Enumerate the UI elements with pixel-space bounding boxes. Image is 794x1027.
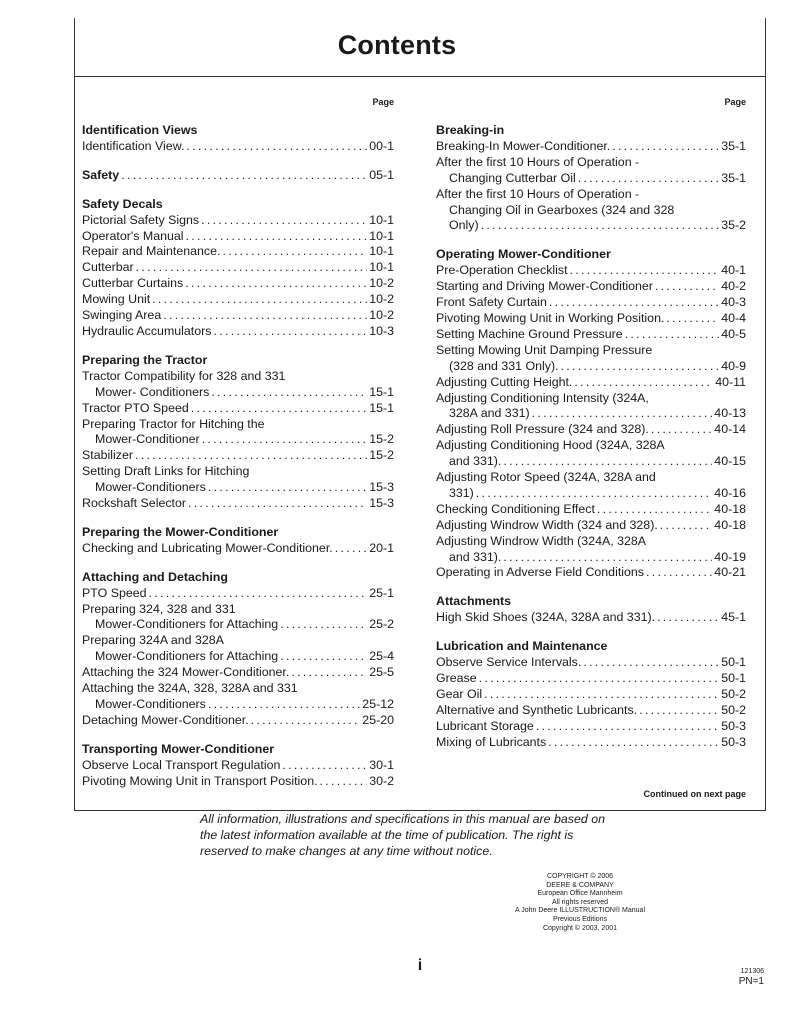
toc-entry <box>82 385 394 401</box>
toc-entry-text: Pre-Operation Checklist <box>436 263 568 278</box>
dot-leader <box>651 422 712 438</box>
toc-entry <box>82 276 394 292</box>
toc-section <box>82 168 394 184</box>
dot-leader <box>208 697 360 713</box>
toc-entry-text: Only) <box>449 218 479 233</box>
toc-entry-line: Setting Draft Links for Hitching <box>82 464 250 479</box>
toc-entry-text: Mower-Conditioners for Attaching <box>95 649 279 664</box>
toc-page-number: 10-1 <box>369 260 394 275</box>
toc-entry-text: Mower-Conditioners <box>95 480 206 495</box>
dot-leader <box>135 448 367 464</box>
dot-leader <box>561 359 720 375</box>
toc-entry-text: Pivoting Mowing Unit in Working Position. <box>436 310 665 325</box>
toc-entry <box>436 375 746 391</box>
toc-page-number: 40-2 <box>721 279 746 294</box>
right-sections <box>436 123 746 751</box>
section-title: Breaking-in <box>436 123 505 137</box>
toc-page-number: 40-11 <box>715 374 746 389</box>
dot-leader <box>282 758 367 774</box>
section-title: Preparing the Tractor <box>82 352 208 367</box>
toc-page-number: 40-13 <box>714 406 746 421</box>
toc-entry-text: Detaching Mower-Conditioner. <box>82 712 249 727</box>
toc-entry <box>436 263 746 279</box>
dot-leader <box>291 665 367 681</box>
toc-page-number: 25-4 <box>369 649 394 664</box>
dot-leader <box>549 295 719 311</box>
toc-page-number: 40-18 <box>714 517 746 532</box>
toc-page-number: 30-1 <box>369 757 394 772</box>
page-number: i <box>417 957 423 974</box>
toc-entry-text: Stabilizer <box>82 448 133 463</box>
notice <box>200 812 660 860</box>
toc-entry <box>436 327 746 343</box>
dot-leader <box>503 454 712 470</box>
toc-entry-line: Adjusting Windrow Width (324A, 328A <box>436 533 647 548</box>
toc-entry-text: PTO Speed <box>82 585 147 600</box>
toc-entry-line: Adjusting Rotor Speed (324A, 328A and <box>436 470 656 485</box>
dot-leader <box>484 687 719 703</box>
toc-entry-line: Adjusting Conditioning Intensity (324A, <box>436 390 649 405</box>
dot-leader <box>481 218 720 234</box>
toc-entry-line: After the first 10 Hours of Operation - <box>436 186 640 201</box>
dot-leader <box>503 550 712 566</box>
dot-leader <box>476 486 712 502</box>
toc-section <box>82 197 394 340</box>
toc-entry <box>436 454 746 470</box>
toc-entry <box>436 703 746 719</box>
toc-entry <box>82 139 394 155</box>
toc-entry-text: Repair and Maintenance. <box>82 244 221 259</box>
toc-entry-text: and 331). <box>449 549 502 564</box>
dot-leader <box>208 480 367 496</box>
dot-leader <box>201 213 367 229</box>
dot-leader <box>188 496 367 512</box>
toc-entry-text: Tractor PTO Speed <box>82 400 189 415</box>
toc-entry-text: Cutterbar Curtains <box>82 276 184 291</box>
toc-entry-text: Breaking-In Mower-Conditioner. <box>436 138 611 153</box>
dot-leader <box>570 263 720 279</box>
dot-leader <box>646 565 712 581</box>
toc-entry-text: Observe Local Transport Regulation <box>82 757 281 772</box>
dot-leader <box>532 406 713 422</box>
toc-entry <box>436 295 746 311</box>
toc-entry <box>82 665 394 681</box>
toc-entry-text: Operator's Manual <box>82 228 184 243</box>
toc-entry <box>82 774 394 790</box>
toc-page-number: 40-1 <box>721 263 746 278</box>
toc-entry <box>436 565 746 581</box>
dot-leader <box>639 703 719 719</box>
toc-entry-text: Setting Machine Ground Pressure <box>436 326 623 341</box>
dot-leader <box>202 432 368 448</box>
toc-entry-text: High Skid Shoes (324A, 328A and 331). <box>436 610 656 625</box>
toc-section <box>436 247 746 581</box>
toc-section <box>436 123 746 234</box>
section-title: Preparing the Mower-Conditioner <box>82 524 279 539</box>
toc-entry <box>82 586 394 602</box>
toc-entry <box>436 687 746 703</box>
dot-leader <box>660 518 713 534</box>
toc-entry-text: Cutterbar <box>82 260 134 275</box>
toc-page-number: 10-1 <box>369 212 394 227</box>
toc-page-number: 10-2 <box>369 292 394 307</box>
dot-leader <box>583 655 719 671</box>
toc-entry-text: Checking Conditioning Effect <box>436 501 595 516</box>
toc-entry-text: Changing Cutterbar Oil <box>449 170 576 185</box>
toc-entry <box>436 502 746 518</box>
toc-entry <box>436 218 746 234</box>
toc-entry <box>82 541 394 557</box>
toc-page-number: 45-1 <box>721 610 746 625</box>
toc-page-number: 50-3 <box>721 718 746 733</box>
toc-section <box>436 639 746 750</box>
toc-entry <box>82 260 394 276</box>
dot-leader <box>152 292 367 308</box>
dot-leader <box>222 244 367 260</box>
toc-entry <box>436 422 746 438</box>
toc-page-number: 15-1 <box>369 400 394 415</box>
toc-page-number: 10-2 <box>369 308 394 323</box>
toc-entry <box>82 213 394 229</box>
toc-page-number: 35-1 <box>721 138 746 153</box>
toc-entry-line: Attaching the 324A, 328, 328A and 331 <box>82 681 298 696</box>
copyright-line: A John Deere ILLUSTRUCTION® Manual <box>514 907 646 915</box>
toc-page-number: 40-9 <box>721 358 746 373</box>
toc-entry-text: Checking and Lubricating Mower-Conditioner. <box>82 540 333 555</box>
toc-entry <box>436 171 746 187</box>
copyright-line: European Office Mannheim <box>537 890 623 898</box>
toc-entry-line: Preparing 324A and 328A <box>82 633 224 648</box>
toc-page-number: 50-1 <box>721 655 746 670</box>
toc-page-number: 40-21 <box>714 565 746 580</box>
toc-entry-text: Mower- Conditioners <box>95 384 210 399</box>
dot-leader <box>548 735 719 751</box>
dot-leader <box>536 719 719 735</box>
continued-note: Continued on next page <box>643 789 746 799</box>
copyright-line: All rights reserved <box>551 898 609 906</box>
toc-entry-text: Alternative and Synthetic Lubricants. <box>436 702 638 717</box>
toc-page-number: 10-1 <box>369 244 394 259</box>
toc-entry <box>436 406 746 422</box>
toc-page-number: 50-3 <box>721 734 746 749</box>
toc-entry-text: Adjusting Windrow Width (324 and 328). <box>436 517 658 532</box>
dot-leader <box>574 375 713 391</box>
toc-entry-text: Adjusting Cutting Height. <box>436 374 573 389</box>
toc-entry <box>82 168 394 184</box>
toc-entry-text: Attaching the 324 Mower-Conditioner. <box>82 665 290 680</box>
toc-entry <box>436 550 746 566</box>
dot-leader <box>186 139 367 155</box>
dot-leader <box>320 774 368 790</box>
toc-page-number: 25-20 <box>362 712 394 727</box>
toc-entry-text: 331) <box>449 485 474 500</box>
toc-page-number: 15-2 <box>369 432 394 447</box>
toc-page-number: 10-3 <box>369 323 394 338</box>
toc-entry-text: Operating in Adverse Field Conditions <box>436 565 645 580</box>
toc-entry <box>436 311 746 327</box>
dot-leader <box>213 324 367 340</box>
toc-entry-text: Starting and Driving Mower-Conditioner <box>436 279 653 294</box>
left-sections <box>82 123 394 790</box>
toc-entry-text: Mower-Conditioners for Attaching <box>95 617 279 632</box>
toc-section <box>82 123 394 155</box>
toc-page-number: 15-3 <box>369 480 394 495</box>
toc-entry-text: Mower-Conditioners <box>95 697 206 711</box>
toc-page-number: 25-5 <box>369 665 394 680</box>
toc-entry <box>436 359 746 375</box>
toc-section <box>82 353 394 512</box>
toc-entry-text: Mowing Unit <box>82 292 151 307</box>
toc-entry <box>82 496 394 512</box>
dot-leader <box>657 610 719 626</box>
toc-entry <box>436 279 746 295</box>
toc-entry <box>82 758 394 774</box>
toc-page-number: 40-14 <box>714 422 746 437</box>
toc-entry-text: and 331). <box>449 454 502 469</box>
doc-code-number: 121306 <box>740 968 764 975</box>
toc-entry-line: Changing Oil in Gearboxes (324 and 328 <box>449 202 675 217</box>
toc-entry <box>82 448 394 464</box>
toc-page-number: 15-3 <box>369 496 394 511</box>
toc-entry-text: Lubricant Storage <box>436 718 534 733</box>
toc-entry <box>436 518 746 534</box>
toc-entry <box>82 308 394 324</box>
notice-line: All information, illustrations and specifications in this manual are based on <box>200 812 605 826</box>
toc-entry-line: Tractor Compatibility for 328 and 331 <box>82 368 286 383</box>
toc-entry <box>82 697 394 713</box>
toc-entry <box>82 244 394 260</box>
toc-left-column <box>82 95 394 790</box>
toc-page-number: 30-2 <box>369 773 394 788</box>
toc-page-number: 40-15 <box>714 454 746 469</box>
dot-leader <box>211 385 367 401</box>
toc-entry-line: After the first 10 Hours of Operation - <box>436 154 640 169</box>
toc-entry <box>436 139 746 155</box>
toc-page-number: 40-19 <box>714 549 746 564</box>
page-title: Contents <box>337 30 457 60</box>
toc-section <box>82 742 394 790</box>
toc-page-number: 25-1 <box>369 585 394 600</box>
toc-entry <box>82 292 394 308</box>
section-title: Transporting Mower-Conditioner <box>82 741 275 756</box>
toc-entry-text: Front Safety Curtain <box>436 295 547 310</box>
dot-leader <box>149 586 368 602</box>
copyright-line: Copyright © 2003, 2001 <box>542 924 618 932</box>
dot-leader <box>136 260 368 276</box>
copyright-line: COPYRIGHT © 2006 <box>546 873 614 880</box>
dot-leader <box>479 671 720 687</box>
toc-entry-line: Setting Mowing Unit Damping Pressure <box>436 342 653 357</box>
toc-entry <box>436 610 746 626</box>
dot-leader <box>186 229 368 245</box>
toc-entry-line: Preparing 324, 328 and 331 <box>82 601 236 616</box>
toc-page-number: 35-2 <box>721 218 746 233</box>
dot-leader <box>612 139 719 155</box>
toc-entry <box>436 655 746 671</box>
toc-entry-text: Rockshaft Selector <box>82 496 186 511</box>
toc-page-number: 25-12 <box>362 697 394 711</box>
toc-page-number: 50-1 <box>721 671 746 685</box>
toc-page-number: 10-1 <box>369 228 394 243</box>
toc-entry-text: 328A and 331) <box>449 406 530 421</box>
toc-page-number: 10-2 <box>369 276 394 291</box>
pn-label: PN=1 <box>738 976 764 987</box>
toc-page-number: 35-1 <box>721 170 746 185</box>
section-title: Identification Views <box>82 123 198 137</box>
dot-leader <box>597 502 712 518</box>
dot-leader <box>578 171 719 187</box>
toc-entry-text: (328 and 331 Only). <box>449 358 559 373</box>
toc-entry <box>82 713 394 729</box>
toc-entry-text: Identification View. <box>82 138 185 153</box>
toc-entry <box>82 649 394 665</box>
dot-leader <box>655 279 719 295</box>
section-title: Safety Decals <box>82 196 163 211</box>
toc-entry <box>82 324 394 340</box>
dot-leader <box>191 401 367 417</box>
toc-entry <box>82 229 394 245</box>
copyright-line: Previous Editions <box>552 915 608 923</box>
toc-entry <box>82 617 394 633</box>
toc-page-number: 15-1 <box>369 384 394 399</box>
toc-page-number: 40-3 <box>721 295 746 310</box>
section-title: Safety <box>82 167 120 182</box>
section-title: Lubrication and Maintenance <box>436 639 608 654</box>
toc-entry-text: Observe Service Intervals. <box>436 655 582 670</box>
toc-entry-line: Preparing Tractor for Hitching the <box>82 416 265 431</box>
copyright-line: DEERE & COMPANY <box>546 881 614 889</box>
toc-page-number: 25-2 <box>369 617 394 632</box>
section-title: Operating Mower-Conditioner <box>436 247 611 262</box>
doc-code <box>739 967 764 987</box>
dot-leader <box>280 617 367 633</box>
notice-line: reserved to make changes at any time without notice. <box>200 843 493 858</box>
page-column-header: Page <box>372 97 394 107</box>
toc-page-number: 20-1 <box>369 540 394 555</box>
dot-leader <box>280 649 367 665</box>
toc-entry <box>436 719 746 735</box>
toc-page-number: 40-16 <box>714 485 746 500</box>
copyright-block <box>500 873 660 933</box>
toc-entry-text: Pictorial Safety Signs <box>82 212 200 227</box>
dot-leader <box>163 308 367 324</box>
toc-entry <box>82 480 394 496</box>
toc-entry-text: Grease <box>436 671 477 685</box>
toc-entry-text: Pivoting Mowing Unit in Transport Position. <box>82 773 318 788</box>
dot-leader <box>335 541 367 557</box>
toc-entry <box>436 486 746 502</box>
section-title: Attachments <box>436 594 512 609</box>
page-column-header: Page <box>724 97 746 107</box>
toc-entry-text: Swinging Area <box>82 308 162 323</box>
toc-page-number: 40-5 <box>721 326 746 341</box>
toc-entry-text: Gear Oil <box>436 686 483 701</box>
toc-page-number: 00-1 <box>369 138 394 153</box>
toc-entry-text: Mixing of Lubricants <box>436 734 547 749</box>
dot-leader <box>625 327 720 343</box>
dot-leader <box>121 168 367 184</box>
toc-entry-text: Mower-Conditioner <box>95 432 200 447</box>
toc-page-number: 50-2 <box>721 702 746 717</box>
toc-section <box>82 570 394 729</box>
toc-entry <box>82 432 394 448</box>
toc-page-number: 05-1 <box>369 167 394 182</box>
section-title: Attaching and Detaching <box>82 569 228 584</box>
toc-entry-text: Hydraulic Accumulators <box>82 323 212 338</box>
toc-entry <box>436 735 746 751</box>
toc-entry-text: Adjusting Roll Pressure (324 and 328). <box>436 422 649 437</box>
toc-page-number: 40-18 <box>714 501 746 516</box>
toc-entry <box>436 671 746 687</box>
dot-leader <box>666 311 719 327</box>
toc-entry <box>82 401 394 417</box>
toc-page-number: 50-2 <box>721 686 746 701</box>
toc-entry-line: Adjusting Conditioning Hood (324A, 328A <box>436 438 665 453</box>
dot-leader <box>251 713 361 729</box>
title-rule <box>74 76 765 77</box>
notice-line: the latest information available at the time of publication. The right is <box>200 827 574 842</box>
toc-page-number: 40-4 <box>721 310 746 325</box>
toc-section <box>436 594 746 626</box>
toc-page-number: 15-2 <box>369 448 394 463</box>
toc-right-column <box>436 95 746 751</box>
toc-section <box>82 525 394 557</box>
dot-leader <box>185 276 367 292</box>
